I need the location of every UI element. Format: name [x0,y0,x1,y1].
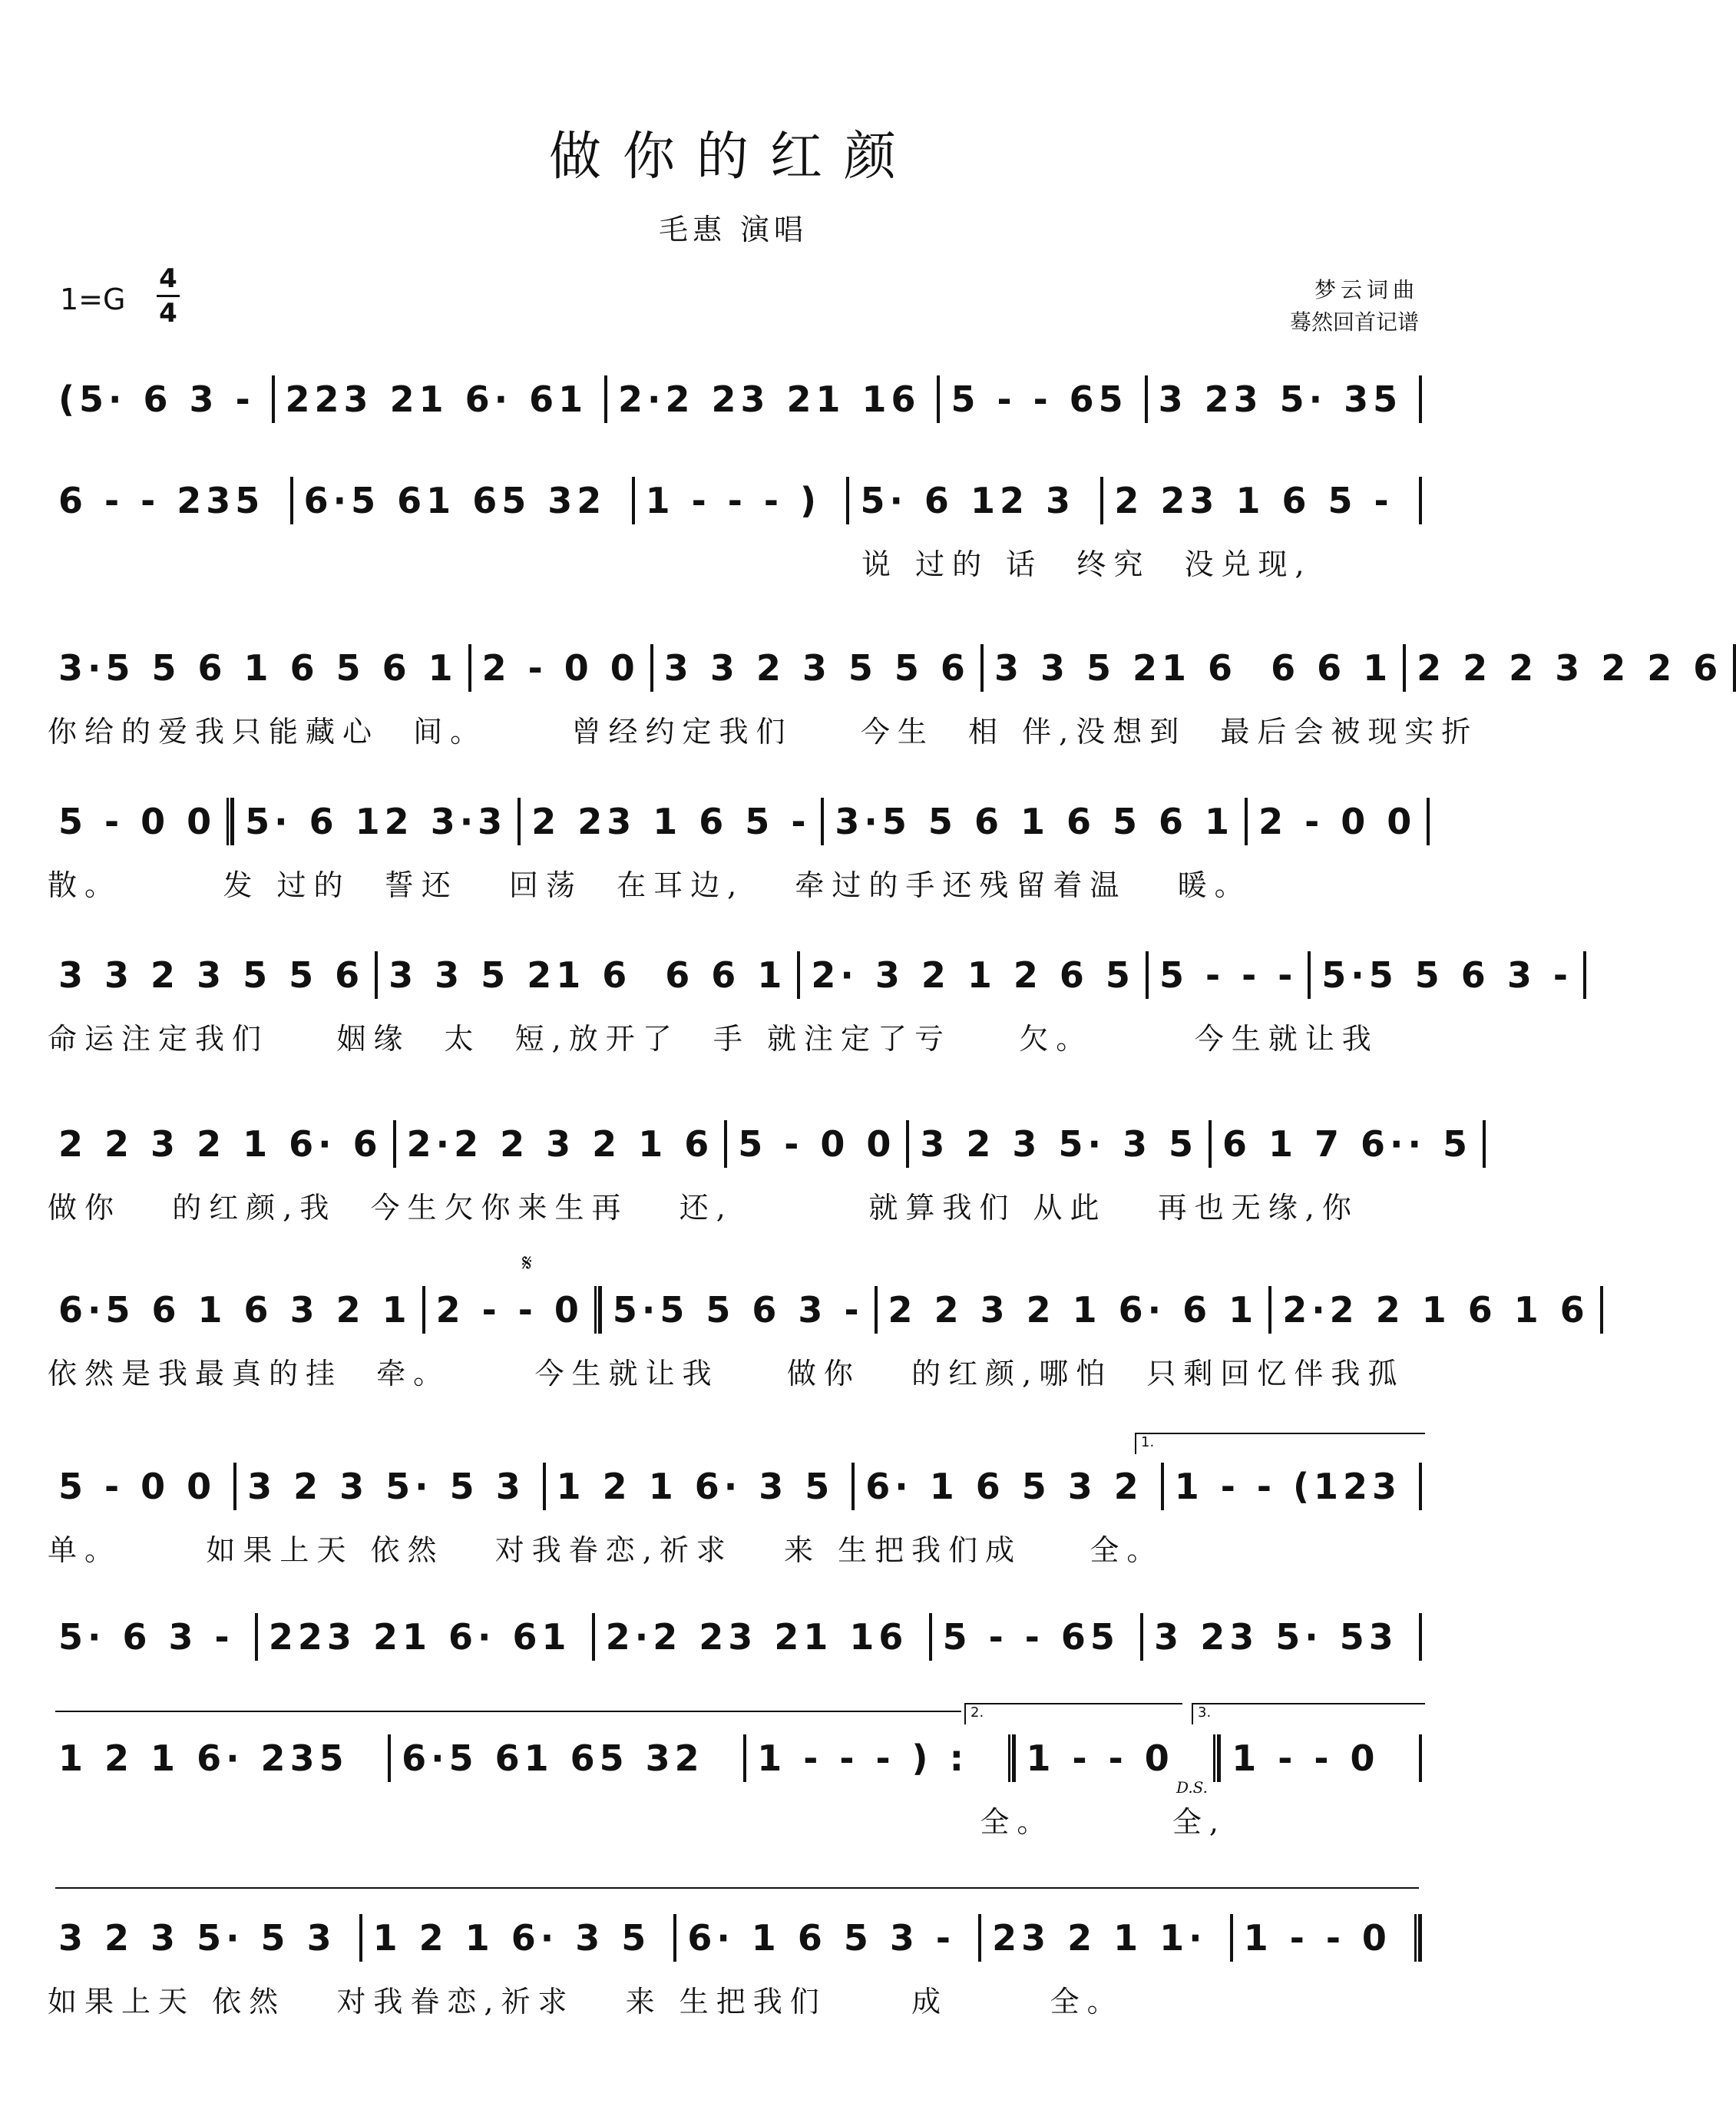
lyric-line: 散。 发 过的 誓还 回荡 在耳边, 牵过的手还残留着温 暖。 [48,868,1252,902]
lyric-line: 命运注定我们 姻缘 太 短,放开了 手 就注定了亏 欠。 今生就让我 [48,1022,1379,1056]
final-barline [1414,1914,1422,1962]
measure: 3 2 3 5· 5 3 [247,1466,525,1507]
measure: 6· 1 6 5 3 2 [865,1466,1143,1507]
lyric-line: 全。 全, [48,1805,1226,1839]
measure: 3 3 5 21 6 6 6 1 [994,647,1393,689]
measure: 2·2 2 3 2 1 6 [406,1123,714,1165]
measure: 2 23 1 6 5 - [1114,480,1394,521]
barline [1419,375,1422,423]
repeat-bracket-line [55,1711,961,1712]
ds-mark: D.S. [1176,1778,1209,1797]
repeat-end-barline [1008,1734,1016,1782]
lyric-line: 单。 如果上天 依然 对我眷恋,祈求 来 生把我们成 全。 [48,1533,1164,1567]
measure: 6·5 61 65 32 [402,1737,704,1779]
notation-line [48,1113,1473,1175]
measure: 5 - 0 0 [58,801,217,842]
measure: 1 - - - ) [645,480,822,521]
lyric-line: 你给的爱我只能藏心 间。 曾经约定我们 今生 相 伴,没想到 最后会被现实折 [48,715,1479,749]
measure: 223 21 6· 61 [268,1616,571,1658]
measure: 2·2 23 21 16 [605,1616,908,1658]
measure: 3 23 5· 35 [1158,379,1403,420]
measure: 2 - 0 0 [1258,801,1417,842]
composer-credit: 梦云词曲 [1314,277,1419,303]
measure: 3 3 5 21 6 6 6 1 [389,954,787,996]
measure: 2 - 0 0 [481,647,640,689]
measure: 3 3 2 3 5 5 6 [663,647,970,689]
double-barline [594,1286,602,1334]
measure: 3 2 3 5· 5 3 [58,1917,336,1959]
measure: 1 - - - ) : [757,1737,968,1779]
measure: 3 23 5· 53 [1154,1616,1398,1658]
barline [1583,951,1586,999]
measure: 5· 6 3 - [58,1616,234,1658]
transcriber-credit: 蓦然回首记谱 [1289,309,1419,335]
lyric-line: 说 过的 话 终究 没兑现, [861,547,1312,581]
singer-credit: 毛惠 演唱 [658,213,808,246]
volta-1: 1. [1135,1433,1425,1454]
barline [1419,1613,1422,1661]
measure: 5·5 5 6 3 - [1321,954,1572,996]
notation-line [48,791,1422,852]
segno-mark: 𝄋 [522,1250,532,1277]
notation-line [48,1606,1422,1668]
measure: 2 2 2 3 2 2 6 [1417,647,1723,689]
lyric-line: 做你 的红颜,我 今生欠你来生再 还, 就算我们 从此 再也无缘,你 [48,1191,1359,1225]
measure: 6·5 6 1 6 3 2 1 [58,1289,412,1331]
measure: 6·5 61 65 32 [303,480,607,521]
measure: 5 - - - [1159,954,1298,996]
measure: 1 - - 0 [1243,1917,1391,1959]
measure: 2 - - 0 [435,1289,584,1331]
notation-line [48,1728,1422,1789]
notation-line [48,1907,1422,1969]
measure: 5 - - 65 [942,1616,1119,1658]
measure: 23 2 1 1· [992,1917,1207,1959]
measure: 3 3 2 3 5 5 6 [58,954,365,996]
measure: 1 2 1 6· 235 [58,1737,349,1779]
measure: 2 23 1 6 5 - [531,801,811,842]
measure: 5· 6 12 3·3 [245,801,508,842]
measure: 5· 6 12 3 [860,480,1075,521]
barline [1419,1463,1422,1510]
time-signature-top: 4 [159,263,177,294]
measure: 5 - 0 0 [738,1123,896,1165]
repeat-start-barline [227,798,234,845]
measure: 1 - - 0 [1026,1737,1174,1779]
measure: 1 - - (123 [1174,1466,1402,1507]
barline [1733,644,1736,692]
barline [1600,1286,1603,1334]
measure: 5 - 0 0 [58,1466,217,1507]
measure: 6 1 7 6·· 5 [1222,1123,1473,1165]
measure: 1 - - 0 [1232,1737,1380,1779]
barline [1419,1734,1422,1782]
measure: (5· 6 3 - [58,379,255,420]
measure: 2 2 3 2 1 6· 6 [58,1123,382,1165]
measure: 3 2 3 5· 3 5 [920,1123,1198,1165]
measure: 5·5 5 6 3 - [612,1289,864,1331]
measure: 2 2 3 2 1 6· 6 1 [888,1289,1258,1331]
notation-line [48,944,1572,1006]
time-signature [157,264,180,328]
measure: 3·5 5 6 1 6 5 6 1 [835,801,1235,842]
time-signature-bottom: 4 [159,298,177,329]
measure: 2· 3 2 1 2 6 5 [811,954,1135,996]
double-barline [1213,1734,1221,1782]
barline [1427,798,1430,845]
notation-line [48,470,1422,531]
measure: 2·2 23 21 16 [617,379,921,420]
measure: 6 - - 235 [58,480,265,521]
lyric-line: 依然是我最真的挂 牵。 今生就让我 做你 的红颜,哪怕 只剩回忆伴我孤 [48,1357,1405,1390]
notation-line [48,637,1723,699]
notation-line [48,1279,1589,1341]
notation-line [48,369,1422,430]
measure: 6· 1 6 5 3 - [687,1917,955,1959]
measure: 5 - - 65 [951,379,1128,420]
barline [1483,1120,1486,1168]
measure: 1 2 1 6· 3 5 [556,1466,835,1507]
volta-3: 3. [1192,1703,1425,1724]
barline [1419,477,1422,524]
measure: 3·5 5 6 1 6 5 6 1 [58,647,458,689]
song-title: 做你的红颜 [548,127,918,187]
measure: 1 2 1 6· 3 5 [372,1917,651,1959]
measure: 2·2 2 1 6 1 6 [1282,1289,1589,1331]
lyric-line: 如果上天 依然 对我眷恋,祈求 来 生把我们 成 全。 [48,1985,1124,2018]
measure: 223 21 6· 61 [285,379,588,420]
coda-bracket-line [55,1887,1419,1889]
key-signature: 1=G [60,283,126,316]
notation-line [48,1456,1422,1517]
time-signature-divider [157,295,180,297]
volta-2: 2. [964,1703,1182,1724]
